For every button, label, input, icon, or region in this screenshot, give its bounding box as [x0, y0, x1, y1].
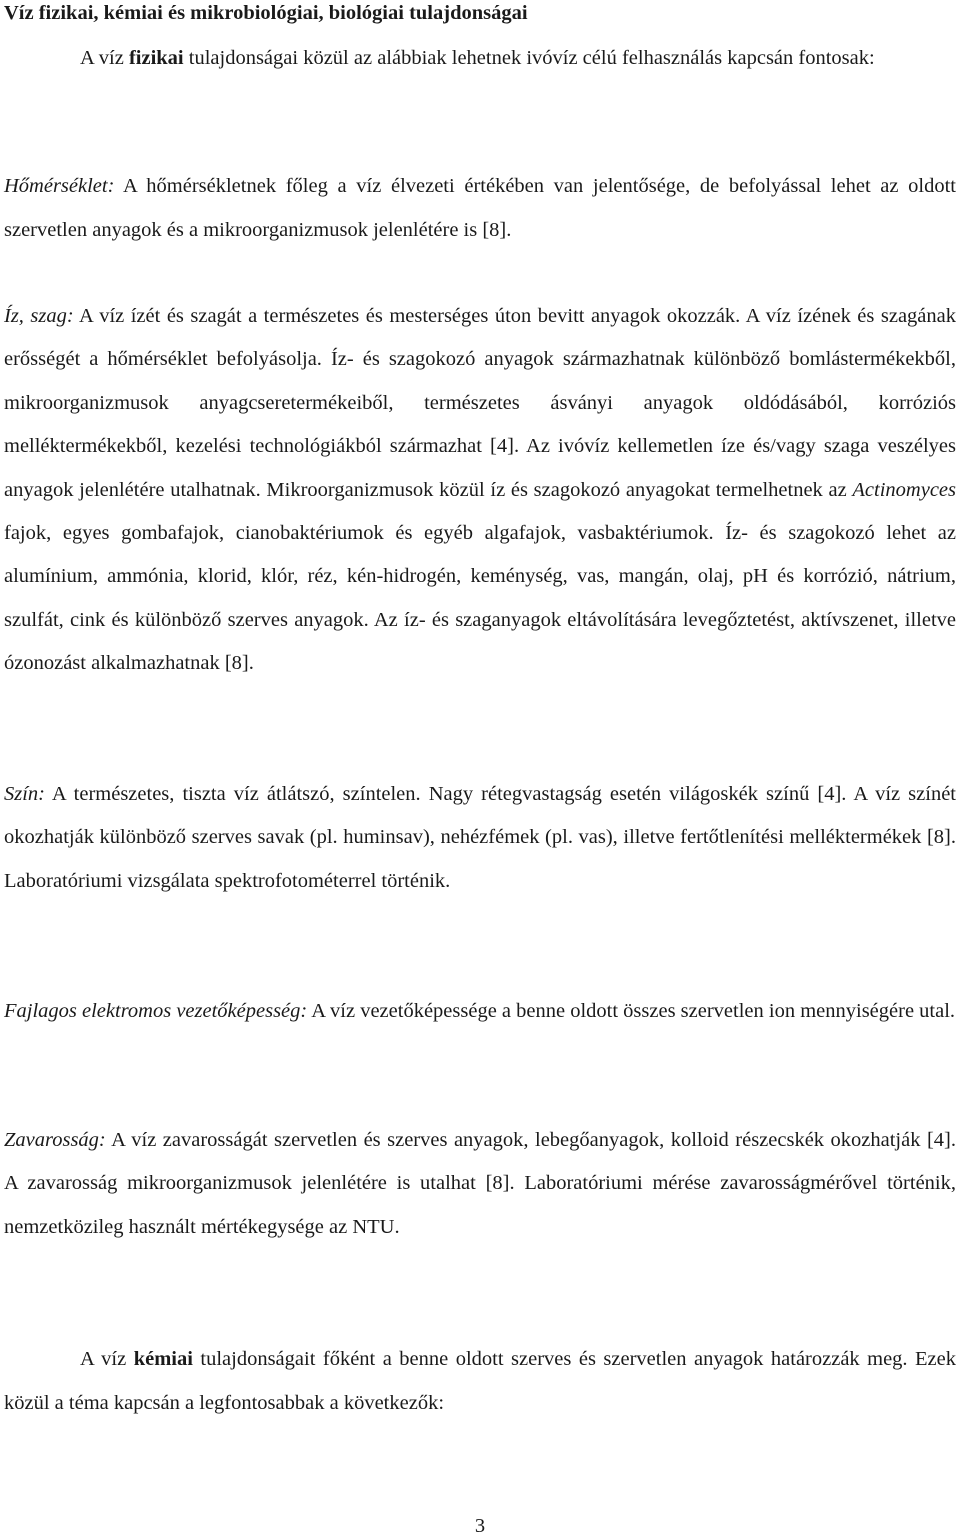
chemical-paragraph: A víz kémiai tulajdonságait főként a benne oldott szerves és szervetlen anyagok határozzák meg. Ezek közül a téma kapcsán a legfontosabbak a következők:	[4, 1348, 957, 1414]
turbidity-paragraph: Zavarosság: A víz zavarosságát szervetlen és szerves anyagok, lebegőanyagok, kolloid részecskék okozhatják [4]. A zavarosság mikroorganizmusok jelenlétére is utalhat [8]. Laboratóriumi mérése zavarosságmérővel történik, nemzetközileg használt mértékegysége az NTU.	[4, 1129, 956, 1238]
term-conductivity: Fajlagos elektromos vezetőképesség:	[4, 1000, 308, 1022]
term-color: Szín:	[4, 783, 45, 805]
bold-physical: fizikai	[128, 47, 184, 69]
taste-smell-paragraph: Íz, szag: A víz ízét és szagát a természetes és mesterséges úton bevitt anyagok okozzák. A víz ízének és szagának erősségét a hőmérséklet befolyásolja. Íz- és szagokozó anyagok származhatnak különböző bomlástermékekből, mikroorganizmusok anyagcseretermékeiből, természetes ásványi anyagok oldódásából, korróziós melléktermékekből, kezelési technológiákból származhat [4]. Az ivóvíz kellemetlen íze és/vagy szaga veszélyes anyagok jelenlétére utalhatnak. Mikroorganizmusok közül íz és szagokozó anyagokat termelhetnek az Actinomyces fajok, egyes gombafajok, cianobaktériumok és egyéb algafajok, vasbaktériumok. Íz- és szagokozó lehet az alumínium, ammónia, klorid, klór, réz, kén-hidrogén, keménység, vas, mangán, olaj, pH és korrózió, nátrium, szulfát, cink és különböző szerves anyagok. Az íz- és szaganyagok eltávolítására levegőztetést, aktívszenet, illetve ózonozást alkalmazhatnak [8].	[4, 305, 956, 675]
conductivity-paragraph: Fajlagos elektromos vezetőképesség: A víz vezetőképessége a benne oldott összes szervetlen ion mennyiségére utal.	[4, 1000, 956, 1022]
term-turbidity: Zavarosság:	[4, 1129, 106, 1151]
page-number: 3	[474, 1515, 486, 1537]
section-heading: Víz fizikai, kémiai és mikrobiológiai, biológiai tulajdonságai	[4, 2, 528, 24]
intro-paragraph: A víz fizikai tulajdonságai közül az alábbiak lehetnek ivóvíz célú felhasználás kapcsán fontosak:	[80, 47, 875, 69]
temperature-paragraph: Hőmérséklet: A hőmérsékletnek főleg a víz élvezeti értékében van jelentősége, de befolyással lehet az oldott szervetlen anyagok és a mikroorganizmusok jelenlétére is [8].	[4, 175, 956, 241]
italic-actinomyces: Actinomyces	[852, 478, 956, 501]
color-paragraph: Szín: A természetes, tiszta víz átlátszó, színtelen. Nagy rétegvastagság esetén világoskék színű [4]. A víz színét okozhatják különböző szerves savak (pl. huminsav), nehézfémek (pl. vas), illetve fertőtlenítési melléktermékek [8]. Laboratóriumi vizsgálata spektrofotométerrel történik.	[4, 783, 956, 892]
bold-chemical: kémiai	[133, 1348, 193, 1370]
term-taste-smell: Íz, szag:	[4, 305, 74, 327]
term-temperature: Hőmérséklet:	[4, 175, 115, 197]
